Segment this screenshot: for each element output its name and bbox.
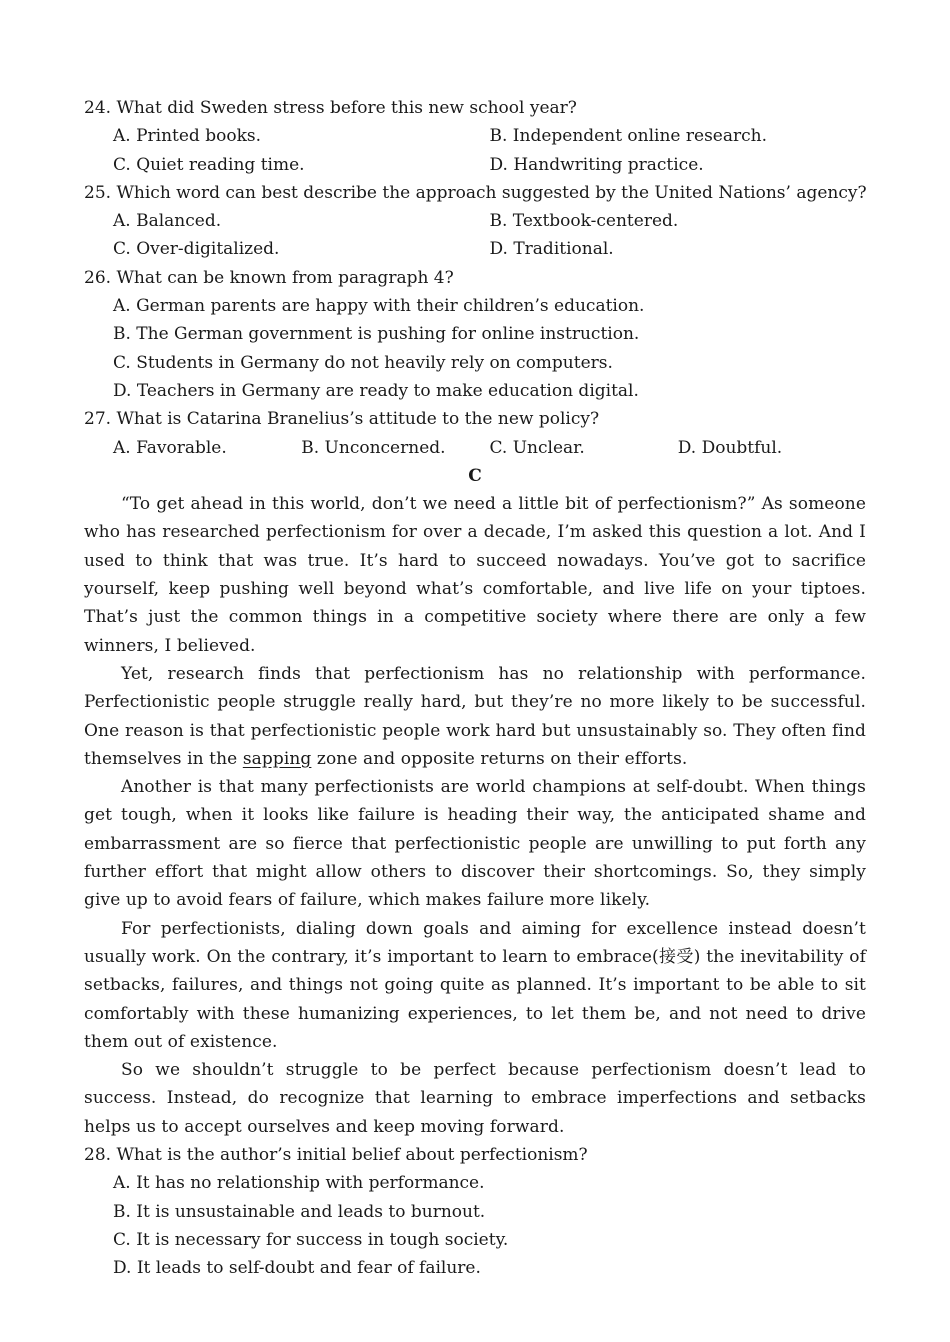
question-26-option-d: D. Teachers in Germany are ready to make education digital. <box>113 380 639 401</box>
passage-paragraph-2 <box>84 660 866 773</box>
question-24-stem: 24. What did Sweden stress before this new school year? <box>84 98 577 118</box>
question-26-stem: 26. What can be known from paragraph 4? <box>84 267 454 288</box>
question-24-option-c: C. Quiet reading time. <box>113 154 305 175</box>
question-27-stem: 27. What is Catarina Branelius’s attitude to the new policy? <box>84 409 600 430</box>
question-26-option-c: C. Students in Germany do not heavily rely on computers. <box>113 352 613 373</box>
question-26-option-a: A. German parents are happy with their children’s education. <box>113 296 645 317</box>
question-25-options-row-2 <box>84 235 866 263</box>
exam-page <box>84 94 866 1282</box>
passage-paragraph-1: “To get ahead in this world, don’t we need a little bit of perfectionism?” As someone who has researched perfectionism for over a decade, I’m asked this question a lot. And I used to think that was true. It’s hard to succeed nowadays. You’ve got to sacrifice yourself, keep pushing well beyond what’s comfortable, and live life on your tiptoes. That’s just the common things in a competitive society where there are only a few winners, I believed. <box>84 494 866 656</box>
question-27-option-d: D. Doubtful. <box>677 437 783 458</box>
question-27-options <box>84 434 866 462</box>
question-25-option-c: C. Over-digitalized. <box>113 239 280 260</box>
question-26-option-b: B. The German government is pushing for online instruction. <box>113 324 640 345</box>
question-28-option-c: C. It is necessary for success in tough society. <box>113 1229 509 1250</box>
question-28-stem: 28. What is the author’s initial belief about perfectionism? <box>84 1144 588 1165</box>
question-24-options-row-2 <box>84 151 866 179</box>
question-28-option-d: D. It leads to self-doubt and fear of failure. <box>113 1258 481 1279</box>
question-27-option-b: B. Unconcerned. <box>301 437 446 458</box>
question-27-option-a: A. Favorable. <box>113 437 227 458</box>
question-25-option-d: D. Traditional. <box>489 239 614 260</box>
passage-paragraph-5: So we shouldn’t struggle to be perfect because perfectionism doesn’t lead to success. Instead, do recognize that learning to embrace imperfections and setbacks helps us to accept ourselves and keep moving forward. <box>84 1060 866 1137</box>
question-27-option-c: C. Unclear. <box>489 437 585 458</box>
question-25-option-b: B. Textbook-centered. <box>489 211 679 232</box>
underlined-word-sapping: sapping <box>242 748 312 769</box>
question-24-option-a: A. Printed books. <box>113 126 261 147</box>
paragraph-2-text-before: Yet, research finds that perfectionism has no relationship with performance. Perfectionistic people struggle really hard, but they’re no more likely to be successful. One reason is that perfectionistic people work hard but unsustainably so. They often find themselves in the <box>84 663 866 769</box>
question-24-option-b: B. Independent online research. <box>489 126 768 147</box>
question-25-stem: 25. Which word can best describe the approach suggested by the United Nations’ agency? <box>84 182 867 203</box>
passage-paragraph-3: Another is that many perfectionists are world champions at self-doubt. When things get tough, when it looks like failure is heading their way, the anticipated shame and embarrassment are so fierce that perfectionistic people are unwilling to put forth any further effort that might allow others to discover their shortcomings. So, they simply give up to avoid fears of failure, which makes failure more likely. <box>84 777 866 911</box>
passage-paragraph-4: For perfectionists, dialing down goals and aiming for excellence instead doesn’t usually work. On the contrary, it’s important to learn to embrace(接受) the inevitability of setbacks, failures, and things not going quite as planned. It’s important to be able to sit comfortably with these humanizing experiences, to let them be, and not need to drive them out of existence. <box>84 918 866 1052</box>
paragraph-2-text-after: zone and opposite returns on their efforts. <box>311 748 688 769</box>
question-24-options-row-1 <box>84 122 866 150</box>
section-c-title: C <box>468 465 482 486</box>
question-28-option-a: A. It has no relationship with performance. <box>113 1173 485 1194</box>
question-28-option-b: B. It is unsustainable and leads to burnout. <box>113 1201 486 1222</box>
question-24-option-d: D. Handwriting practice. <box>489 154 704 175</box>
question-25-options-row-1 <box>84 207 866 235</box>
question-25-option-a: A. Balanced. <box>113 211 222 232</box>
